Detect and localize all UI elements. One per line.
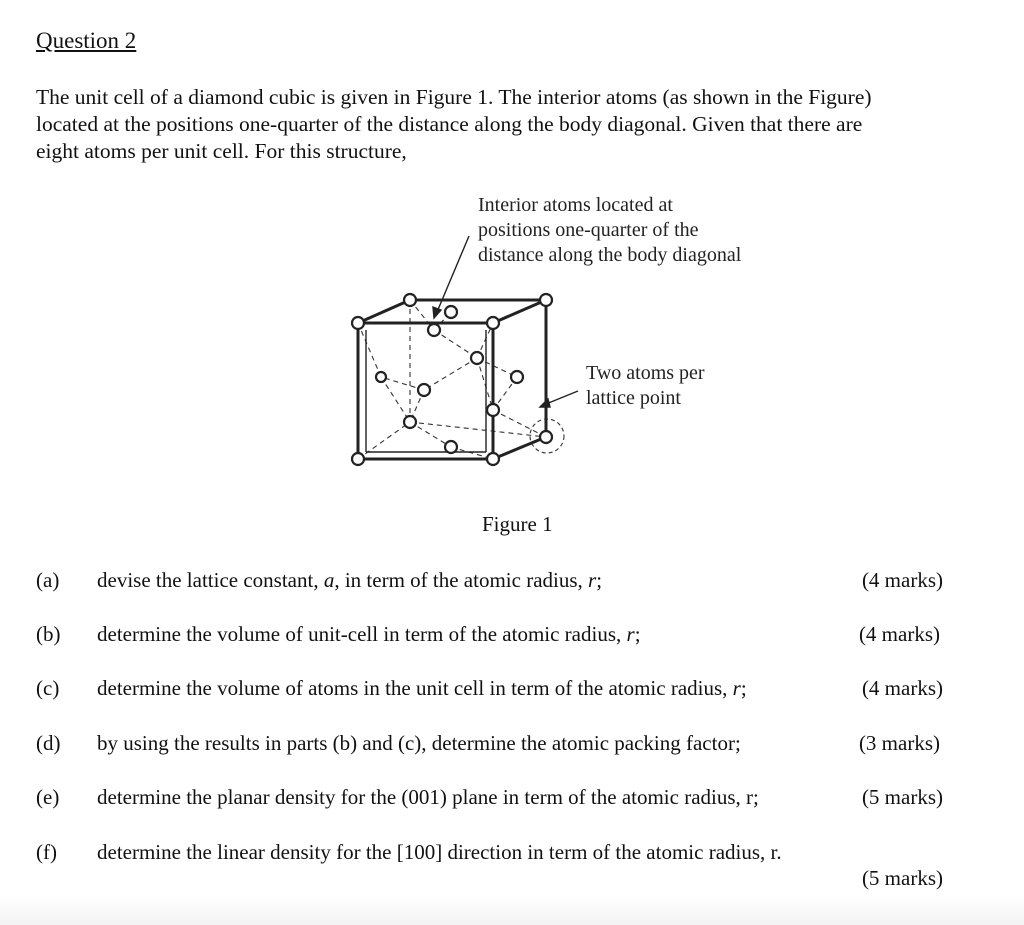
part-marks: (3 marks)	[858, 731, 940, 755]
atom	[487, 453, 499, 465]
question-title: Question 2	[36, 28, 137, 53]
part-text: determine the planar density for the (001) plane in term of the atomic radius, r;	[97, 785, 759, 809]
annotation-top-line: positions one-quarter of the	[478, 219, 699, 241]
part-label: (a)	[36, 568, 60, 592]
annotation-right-line: lattice point	[586, 387, 681, 409]
atom	[418, 384, 430, 396]
intro-line: located at the positions one-quarter of the distance along the body diagonal. Given that there are	[36, 112, 863, 136]
annotation-top-line: distance along the body diagonal	[478, 244, 742, 266]
part-marks: (5 marks)	[861, 785, 943, 809]
atom	[376, 372, 386, 382]
part-marks: (5 marks)	[861, 866, 943, 890]
question-intro	[36, 84, 966, 165]
atom	[352, 453, 364, 465]
atom	[352, 317, 364, 329]
part-label: (e)	[36, 785, 60, 809]
part-label: (d)	[36, 731, 61, 755]
atom	[471, 352, 483, 364]
part-text: by using the results in parts (b) and (c), determine the atomic packing factor;	[97, 731, 741, 755]
atom	[487, 317, 499, 329]
part-label: (f)	[36, 840, 57, 864]
part-label: (b)	[36, 622, 61, 646]
atom	[404, 416, 416, 428]
diamond-cubic-figure	[0, 180, 1024, 510]
figure-caption: Figure 1	[482, 512, 553, 536]
atom	[445, 306, 457, 318]
page-bottom-edge	[0, 895, 1024, 925]
atom	[540, 294, 552, 306]
atom	[511, 371, 523, 383]
atom	[487, 404, 499, 416]
atom	[428, 324, 440, 336]
part-text: determine the volume of unit-cell in term of the atomic radius, r;	[97, 622, 641, 646]
atoms	[352, 294, 552, 465]
part-marks: (4 marks)	[861, 676, 943, 700]
annotation-right-line: Two atoms per	[586, 362, 705, 384]
part-marks: (4 marks)	[858, 622, 940, 646]
intro-line: eight atoms per unit cell. For this structure,	[36, 139, 407, 163]
part-text: determine the volume of atoms in the unit cell in term of the atomic radius, r;	[97, 676, 747, 700]
part-marks: (4 marks)	[861, 568, 943, 592]
intro-line: The unit cell of a diamond cubic is given in Figure 1. The interior atoms (as shown in the Figure)	[36, 85, 872, 109]
part-text: determine the linear density for the [100] direction in term of the atomic radius, r.	[97, 840, 782, 864]
part-text: devise the lattice constant, a, in term of the atomic radius, r;	[97, 568, 603, 592]
atom	[404, 294, 416, 306]
part-label: (c)	[36, 676, 60, 700]
atom	[540, 431, 552, 443]
atom	[445, 441, 457, 453]
annotation-top-line: Interior atoms located at	[478, 194, 673, 216]
